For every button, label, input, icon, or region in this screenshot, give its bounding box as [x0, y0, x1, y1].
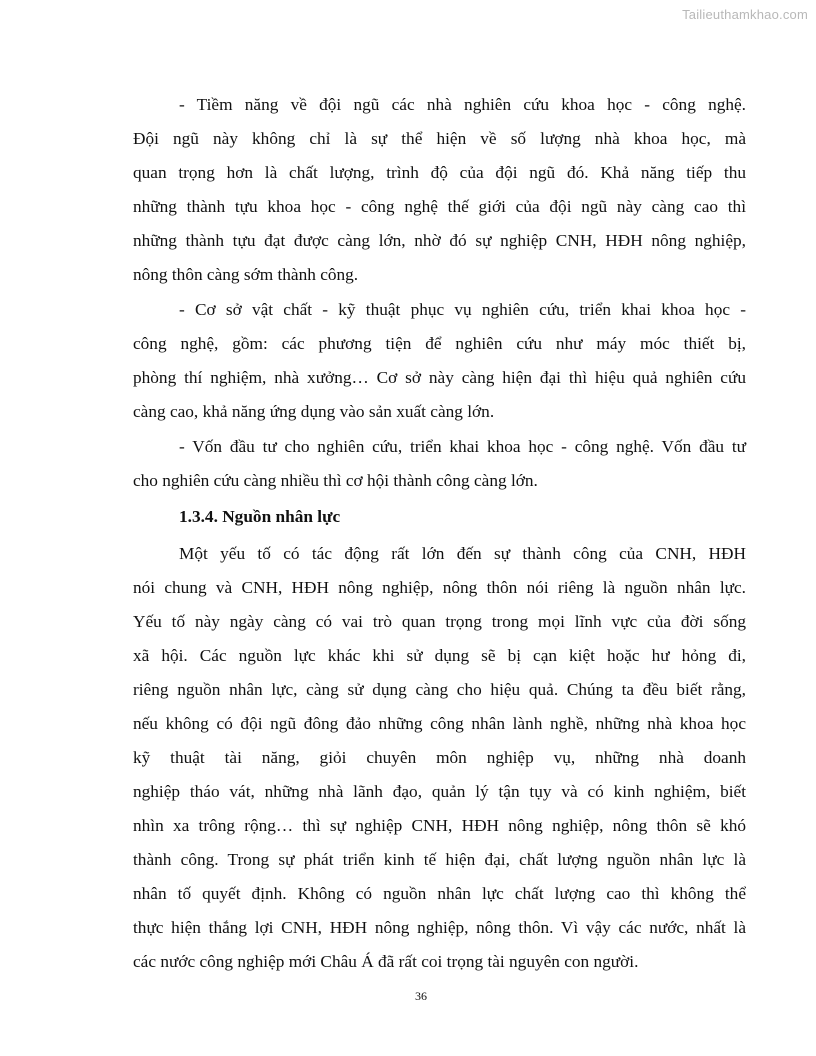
paragraph-line: riêng nguồn nhân lực, càng sử dụng càng cho hiệu quả. Chúng ta đều biết rằng,: [133, 680, 746, 699]
watermark: Tailieuthamkhao.com: [682, 7, 808, 22]
paragraph-line: những thành tựu đạt được càng lớn, nhờ đó sự nghiệp CNH, HĐH nông nghiệp,: [133, 231, 746, 250]
paragraph-line: - Cơ sở vật chất - kỹ thuật phục vụ nghiên cứu, triển khai khoa học -: [179, 300, 746, 319]
paragraph-line: Yếu tố này ngày càng có vai trò quan trọng trong mọi lĩnh vực của đời sống: [133, 612, 746, 631]
paragraph-line: nhìn xa trông rộng… thì sự nghiệp CNH, HĐH nông nghiệp, nông thôn sẽ khó: [133, 816, 746, 835]
paragraph-line: nhân tố quyết định. Không có nguồn nhân lực chất lượng cao thì không thể: [133, 884, 746, 903]
paragraph-line: phòng thí nghiệm, nhà xưởng… Cơ sở này càng hiện đại thì hiệu quả nghiên cứu: [133, 368, 746, 387]
paragraph-line: cho nghiên cứu càng nhiều thì cơ hội thành công càng lớn.: [133, 471, 538, 490]
paragraph-line: nghiệp tháo vát, những nhà lãnh đạo, quản lý tận tụy và có kinh nghiệm, biết: [133, 782, 746, 801]
paragraph-line: - Tiềm năng về đội ngũ các nhà nghiên cứu khoa học - công nghệ.: [179, 95, 746, 114]
paragraph-line: quan trọng hơn là chất lượng, trình độ của đội ngũ đó. Khả năng tiếp thu: [133, 163, 746, 182]
paragraph-line: nếu không có đội ngũ đông đảo những công nhân lành nghề, những nhà khoa học: [133, 714, 746, 733]
paragraph-line: Đội ngũ này không chỉ là sự thể hiện về số lượng nhà khoa học, mà: [133, 129, 746, 148]
paragraph-line: nông thôn càng sớm thành công.: [133, 265, 359, 284]
paragraph-line: những thành tựu khoa học - công nghệ thế giới của đội ngũ này càng cao thì: [133, 197, 746, 216]
paragraph-line: càng cao, khả năng ứng dụng vào sản xuất càng lớn.: [133, 402, 495, 421]
section-heading: 1.3.4. Nguồn nhân lực: [179, 507, 341, 526]
paragraph-line: kỹ thuật tài năng, giỏi chuyên môn nghiệp vụ, những nhà doanh: [133, 748, 746, 767]
paragraph-line: thực hiện thắng lợi CNH, HĐH nông nghiệp, nông thôn. Vì vậy các nước, nhất là: [133, 918, 746, 937]
paragraph-line: công nghệ, gồm: các phương tiện để nghiên cứu như máy móc thiết bị,: [133, 334, 746, 353]
paragraph-line: các nước công nghiệp mới Châu Á đã rất coi trọng tài nguyên con người.: [133, 952, 639, 971]
paragraph-line: thành công. Trong sự phát triển kinh tế hiện đại, chất lượng nguồn nhân lực là: [133, 850, 746, 869]
paragraph-line: xã hội. Các nguồn lực khác khi sử dụng sẽ bị cạn kiệt hoặc hư hỏng đi,: [133, 646, 746, 665]
paragraph-line: - Vốn đầu tư cho nghiên cứu, triển khai khoa học - công nghệ. Vốn đầu tư: [179, 437, 746, 456]
page-number: 36: [415, 989, 427, 1003]
paragraph-line: Một yếu tố có tác động rất lớn đến sự thành công của CNH, HĐH: [179, 544, 746, 563]
paragraph-line: nói chung và CNH, HĐH nông nghiệp, nông thôn nói riêng là nguồn nhân lực.: [133, 578, 746, 597]
